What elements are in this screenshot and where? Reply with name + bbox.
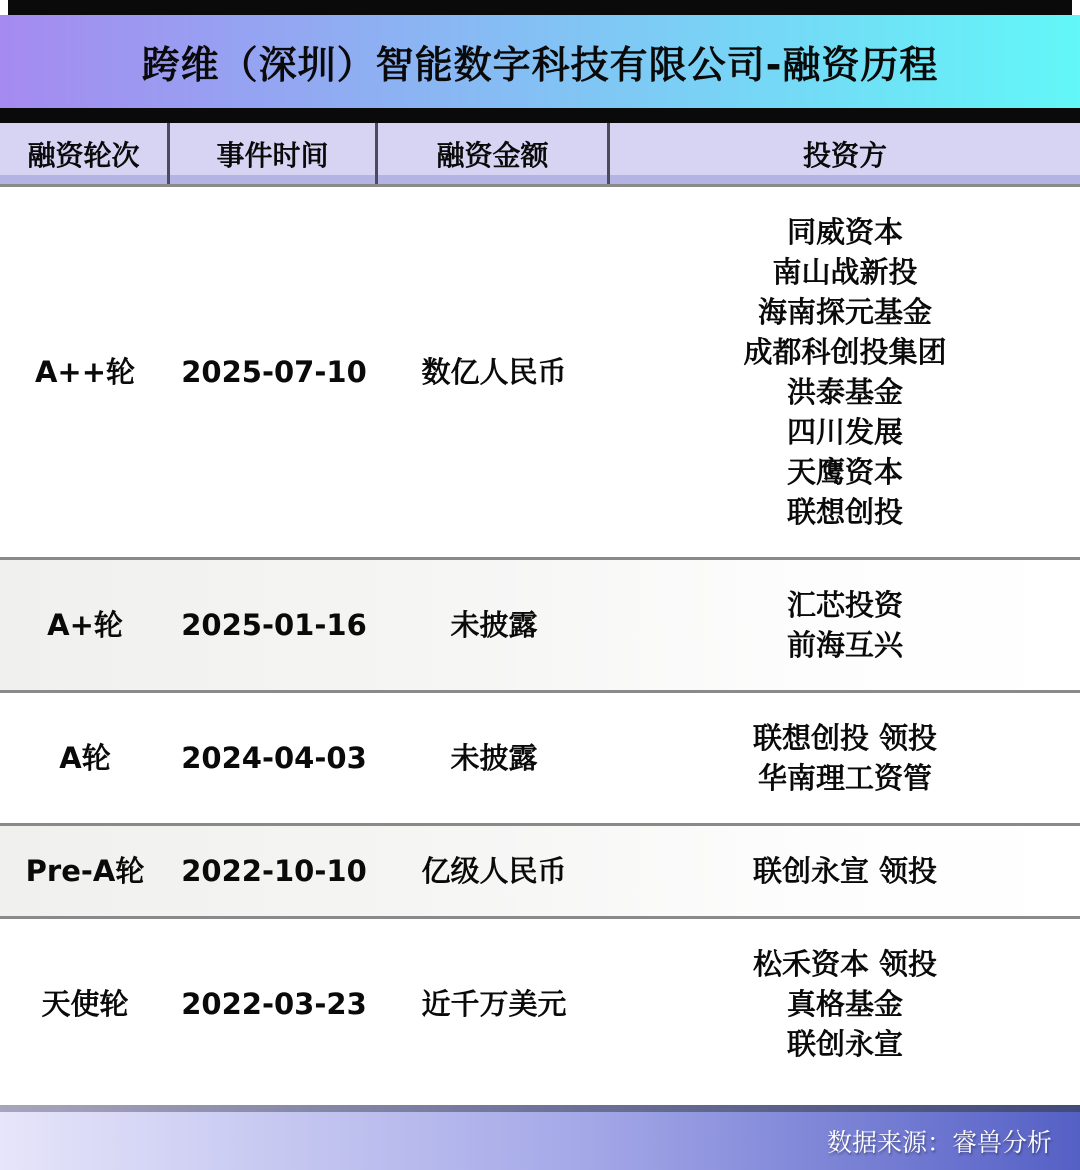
table-row (0, 693, 1080, 826)
cell-investors (610, 718, 1080, 798)
cell-amount: 近千万美元 (421, 987, 567, 1021)
cell-date: 2022-10-10 (181, 854, 367, 888)
table-row (0, 826, 1080, 919)
table-row (0, 560, 1080, 693)
investor-name: 联想创投 领投 (752, 721, 938, 755)
investor-name: 洪泰基金 (786, 375, 903, 409)
column-header-investors: 投资方 (610, 123, 1080, 184)
table-body (0, 187, 1080, 1089)
table-row (0, 187, 1080, 560)
cell-round: 天使轮 (41, 987, 129, 1021)
cell-investors (610, 851, 1080, 891)
cell-amount: 未披露 (450, 608, 538, 642)
column-header-date: 事件时间 (170, 123, 378, 184)
investor-name: 南山战新投 (772, 255, 918, 289)
cell-amount: 数亿人民币 (421, 355, 567, 389)
investor-name: 松禾资本 领投 (752, 947, 938, 981)
cell-date: 2024-04-03 (181, 741, 367, 775)
top-black-bar (8, 0, 1072, 15)
cell-date: 2025-01-16 (181, 608, 367, 642)
investor-name: 汇芯投资 (786, 588, 903, 622)
cell-date: 2022-03-23 (181, 987, 367, 1021)
column-header-amount: 融资金额 (378, 123, 610, 184)
investor-name: 四川发展 (786, 415, 903, 449)
cell-investors (610, 212, 1080, 532)
cell-round: A轮 (59, 741, 111, 775)
table-header-row (0, 123, 1080, 187)
cell-round: A++轮 (34, 355, 136, 389)
footer (0, 1105, 1080, 1170)
cell-investors (610, 944, 1080, 1064)
cell-round: A+轮 (47, 608, 123, 642)
investor-name: 联创永宣 领投 (752, 854, 938, 888)
investor-name: 联想创投 (786, 495, 903, 529)
page-title: 跨维（深圳）智能数字科技有限公司-融资历程 (141, 43, 939, 87)
title-banner (0, 15, 1080, 108)
title-bottom-bar (0, 108, 1080, 123)
table-row (0, 919, 1080, 1089)
cell-investors (610, 585, 1080, 665)
investor-name: 联创永宣 (786, 1027, 903, 1061)
cell-amount: 未披露 (450, 741, 538, 775)
cell-round: Pre-A轮 (25, 854, 145, 888)
investor-name: 同威资本 (786, 215, 903, 249)
investor-name: 前海互兴 (786, 628, 903, 662)
cell-date: 2025-07-10 (181, 355, 367, 389)
column-header-round: 融资轮次 (0, 123, 170, 184)
investor-name: 华南理工资管 (757, 761, 932, 795)
footer-bar (0, 1112, 1080, 1170)
investor-name: 成都科创投集团 (743, 335, 947, 369)
investor-name: 真格基金 (786, 987, 903, 1021)
footer-gap (0, 1089, 1080, 1105)
investor-name: 天鹰资本 (786, 455, 903, 489)
investor-name: 海南探元基金 (757, 295, 932, 329)
cell-amount: 亿级人民币 (421, 854, 567, 888)
footer-top-strip (0, 1105, 1080, 1112)
data-source-label: 数据来源：睿兽分析 (826, 1128, 1052, 1157)
